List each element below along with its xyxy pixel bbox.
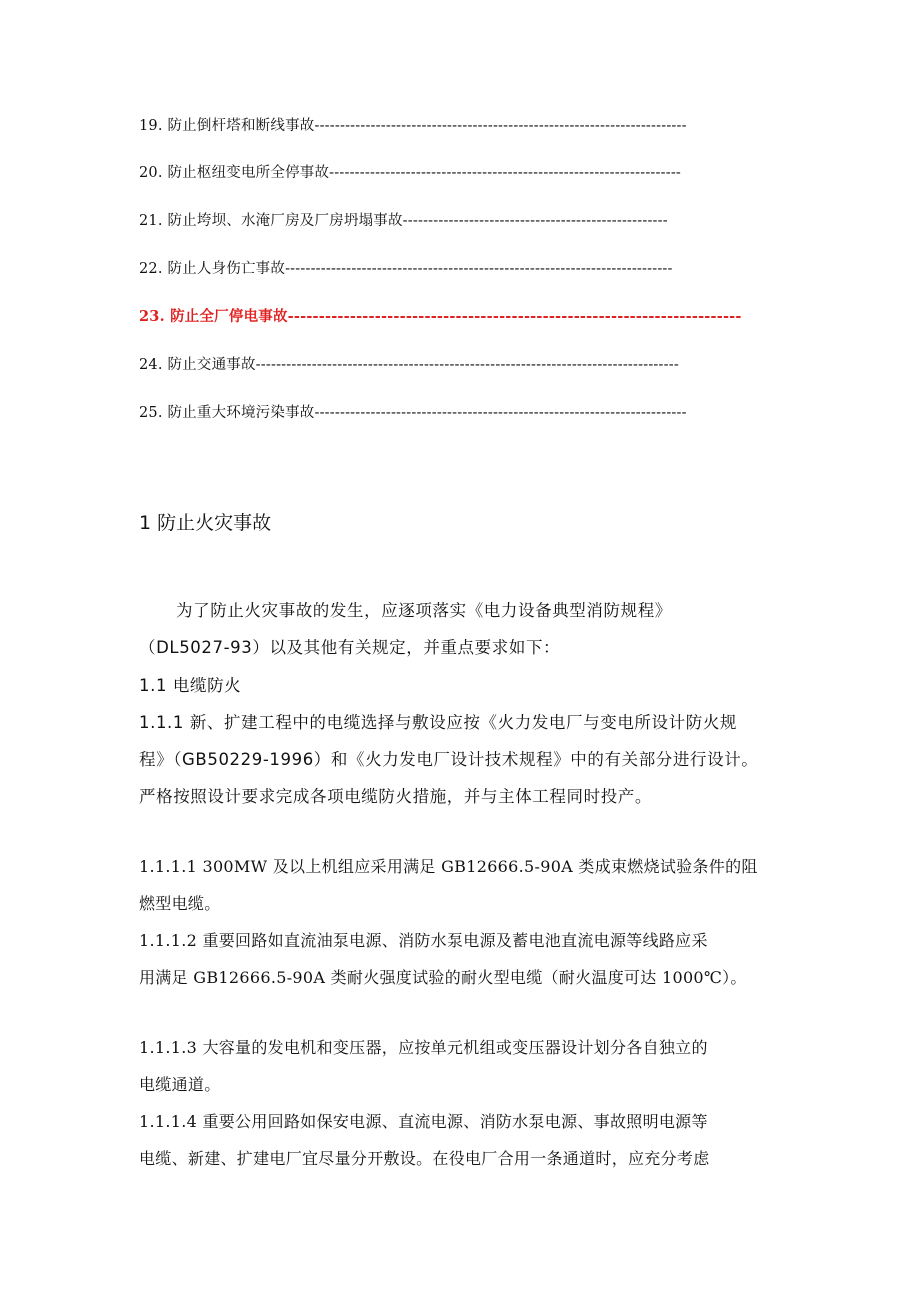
paragraph-1-1-1-1-line-1: 1.1.1.1 300MW 及以上机组应采用满足 GB12666.5-90A 类成束燃烧试验条件的阻: [139, 857, 758, 876]
toc-entry-24: 24. 防止交通事故-----------------------------------------------------------------------------------: [139, 357, 679, 373]
toc-entry-21: 21. 防止垮坝、水淹厂房及厂房坍塌事故----------------------------------------------------: [139, 213, 668, 229]
paragraph-1-1-1-line-2: 程》（GB50229-1996）和《火力发电厂设计技术规程》中的有关部分进行设计。: [139, 750, 759, 769]
paragraph-1-1-1-4-line-1: 1.1.1.4 重要公用回路如保安电源、直流电源、消防水泵电源、事故照明电源等: [139, 1112, 708, 1131]
section-heading: 1 防止火灾事故: [139, 512, 272, 534]
toc-entry-22: 22. 防止人身伤亡事故----------------------------------------------------------------------------: [139, 261, 673, 277]
paragraph-1-1-1-line-3: 严格按照设计要求完成各项电缆防火措施，并与主体工程同时投产。: [139, 787, 652, 806]
paragraph-1-1-1-2-line-1: 1.1.1.2 重要回路如直流油泵电源、消防水泵电源及蓄电池直流电源等线路应采: [139, 931, 708, 950]
toc-entry-19: 19. 防止倒杆塔和断线事故-------------------------------------------------------------------------: [139, 118, 687, 134]
paragraph-1-1-1-line-1: 1.1.1 新、扩建工程中的电缆选择与敷设应按《火力发电厂与变电所设计防火规: [139, 713, 738, 732]
intro-paragraph-line-1: 为了防止火灾事故的发生，应逐项落实《电力设备典型消防规程》: [176, 601, 672, 620]
paragraph-1-1-1-1-line-2: 燃型电缆。: [139, 894, 221, 913]
intro-paragraph-line-2: （DL5027-93）以及其他有关规定，并重点要求如下：: [139, 638, 561, 657]
paragraph-1-1-1-4-line-2: 电缆、新建、扩建电厂宜尽量分开敷设。在役电厂合用一条通道时，应充分考虑: [139, 1149, 710, 1168]
paragraph-1-1-1-2-line-2: 用满足 GB12666.5-90A 类耐火强度试验的耐火型电缆（耐火温度可达 1000℃）。: [139, 968, 747, 987]
toc-entry-25: 25. 防止重大环境污染事故-------------------------------------------------------------------------: [139, 405, 687, 421]
paragraph-1-1-1-3-line-1: 1.1.1.3 大容量的发电机和变压器，应按单元机组或变压器设计划分各自独立的: [139, 1038, 708, 1057]
sub-heading-cable-fire-protection: 1.1 电缆防火: [139, 676, 242, 695]
paragraph-1-1-1-3-line-2: 电缆通道。: [139, 1075, 221, 1094]
toc-entry-20: 20. 防止枢纽变电所全停事故---------------------------------------------------------------------: [139, 165, 682, 181]
toc-entry-23-highlighted: 23. 防止全厂停电事故-------------------------------------------------------------------------: [139, 308, 742, 325]
